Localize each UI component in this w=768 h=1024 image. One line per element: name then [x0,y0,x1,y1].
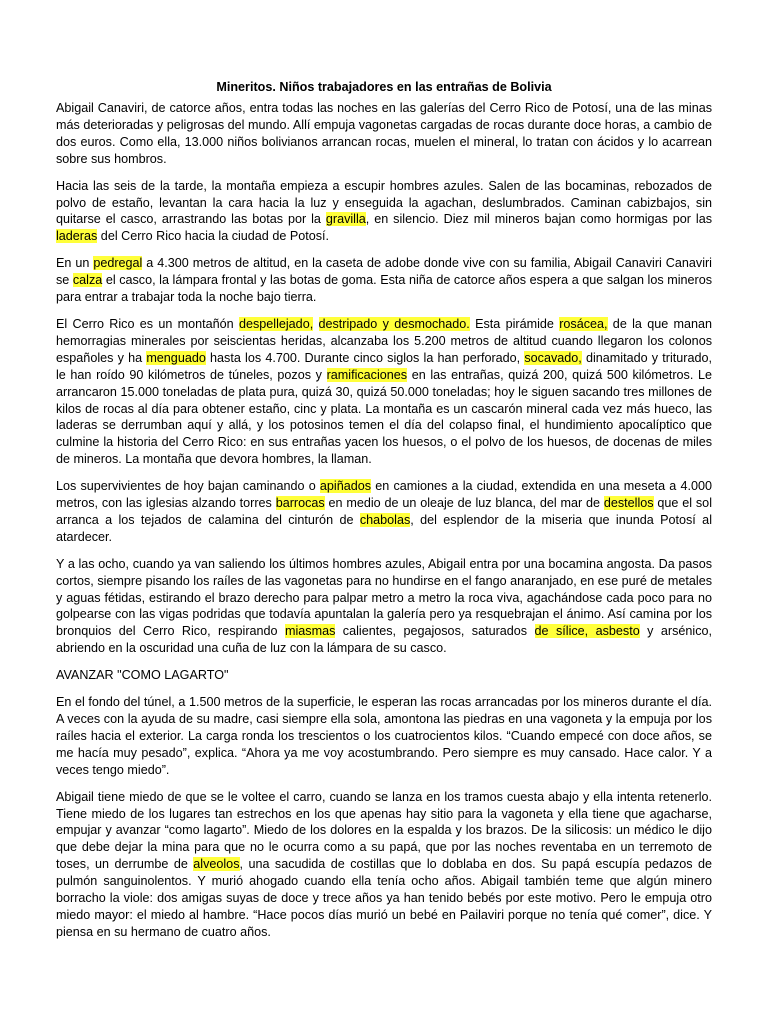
paragraph [56,556,712,657]
highlighted-term: de sílice, asbesto [534,624,640,639]
highlighted-term: laderas [56,229,98,244]
text-run: en medio de un oleaje de luz blanca, del mar de [324,496,604,511]
text-run: Abigail Canaviri, de catorce años, entra todas las noches en las galerías del Cerro Rico de Potosí, una de las minas más deterioradas y peligrosas del mundo. Allí empuja vagonetas cargadas de rocas durante doce horas, a cambio de dos euros. Como ella, 13.000 niños bolivianos arrancan rocas, muelen el mineral, lo tratan con ácidos y lo acarrean sobre sus hombros. [56,101,712,166]
text-run: y arsénico, abriendo en la oscuridad una cuña de luz con la lámpara de su casco. [56,624,713,656]
text-run: Los supervivientes de hoy bajan caminando o [56,479,320,494]
paragraph [56,694,712,779]
paragraph [56,789,712,941]
highlighted-term: chabolas [359,512,411,527]
text-run: Hacia las seis de la tarde, la montaña empieza a escupir hombres azules. Salen de las bocaminas, rebozados de polvo de estaño, levantan la cara hacia la luz y enseguida la agachan, deslumbrados. Caminan cabizbajos, sin quitarse el casco, arrastrando las botas por la [56,178,712,227]
highlighted-term: ramificaciones [326,367,408,382]
text-run: del Cerro Rico hacia la ciudad de Potosí. [97,229,330,244]
text-run: hasta los 4.700. Durante cinco siglos la han perforado, [205,350,525,365]
highlighted-term: alveolos [193,857,240,872]
text-run: Esta pirámide [469,316,560,331]
highlighted-term: gravilla [325,212,366,227]
highlighted-term: menguado [146,350,206,365]
text-run: a 4.300 metros de altitud, en la caseta de adobe donde vive con su familia, Abigail Canaviri Canaviri se [56,256,712,288]
text-run: en camiones a la ciudad, extendida en una meseta a 4.000 metros, con las iglesias alzando torres [56,479,712,511]
document-body-section-2 [56,694,712,941]
text-run: En un [56,256,94,271]
paragraph [56,316,712,468]
highlighted-term: miasmas [284,624,336,639]
document-body [56,100,712,657]
highlighted-term: destellos [603,496,654,511]
text-run: En el fondo del túnel, a 1.500 metros de la superficie, le esperan las rocas arrancadas por los mineros durante el día. A veces con la ayuda de su madre, casi siempre ella sola, amontona las piedras en una vagoneta y la empuja por los raíles hacia el exterior. La carga ronda los trescientos o los cuatrocientos kilos. “Cuando empecé con doce años, se me hacía muy pesado”, explica. “Ahora ya me voy acostumbrando. Pero siempre es muy cansado. Hace calor. Y a veces tengo miedo”. [56,695,712,777]
text-run: , una sacudida de costillas que lo doblaba en dos. Su papá escupía pedazos de pulmón sanguinolentos. Y murió ahogado cuando ella tenía ocho años. Abigail también teme que algún minero borracho la viole: dos amigas suyas de doce y trece años ya han tenido bebés por este motivo. Pero le empuja otro miedo mayor: el miedo al hambre. “Hace pocos días murió un bebé en Pailaviri porque no tenía qué comer”, dice. Y piensa en su hermano de cuatro años. [56,857,712,939]
text-run: en las entrañas, quizá 200, quizá 500 kilómetros. Le arrancaron 15.000 toneladas de plata pura, quizá 30, quizá 50.000 toneladas; hoy le siguen sacando tres millones de kilos de rocas al día para obtener estaño, cinc y plata. La montaña es un cascarón mineral cada vez más hueco, las laderas se derrumban aquí y allá, y los potosinos temen el día del colapso final, el hundimiento apocalíptico que culmine la historia del Cerro Rico: en sus entrañas yacen los huesos, o el polvo de los huesos, de docenas de miles de mineros. La montaña que devora hombres, la llaman. [56,367,712,467]
highlighted-term: destripado y desmochado. [318,316,470,331]
highlighted-term: pedregal [93,256,143,271]
highlighted-term: socavado, [524,350,582,365]
text-run: de la que manan hemorragias minerales por seiscientas heridas, alcanzaba los 5.200 metros de altitud cuando llegaron los colonos españoles y ha [56,316,713,365]
document-title: Mineritos. Niños trabajadores en las entrañas de Bolivia [216,80,552,94]
paragraph [56,255,712,306]
text-run: El Cerro Rico es un montañón [56,316,239,331]
text-run: , en silencio. Diez mil mineros bajan como hormigas por las [365,212,712,227]
text-run: , del esplendor de la miseria que inunda Potosí al atardecer. [56,512,712,544]
paragraph [56,178,712,246]
text-run: el casco, la lámpara frontal y las botas de goma. Esta niña de catorce años espera a que salgan los mineros para entrar a trabajar toda la noche bajo tierra. [56,273,712,305]
paragraph [56,478,712,546]
highlighted-term: apiñados [319,479,372,494]
text-run: dinamitado y triturado, le han roído 90 kilómetros de túneles, pozos y [56,350,712,382]
text-run [313,317,318,331]
text-run: calientes, pegajosos, saturados [335,624,535,639]
text-run: Abigail tiene miedo de que se le voltee el carro, cuando se lanza en los tramos cuesta abajo y ella intenta retenerlo. Tiene miedo de los lugares tan estrechos en los que apenas hay sitio para la vagoneta y ella tiene que agacharse, empujar y avanzar “como lagarto”. Miedo de los dolores en la espalda y los brazos. De la silicosis: un médico le dijo que debe dejar la mina para que no le ocurra como a su papá, que por las noches reventaba en un terremoto de toses, un derrumbe de [56,789,712,872]
paragraph [56,100,712,168]
highlighted-term: despellejado, [238,316,314,331]
highlighted-term: rosácea, [559,316,608,331]
text-run: que el sol arranca a los tejados de calamina del cinturón de [56,496,712,527]
text-run: Y a las ocho, cuando ya van saliendo los últimos hombres azules, Abigail entra por una bocamina angosta. Da pasos cortos, siempre pisando los raíles de las vagonetas para no hundirse en el fango anaranjado, en ese puré de metales y aguas fétidas, estirando el brazo derecho para palpar metro a metro la roca viva, agachándose cada poco para no golpearse con las vigas podridas que todavía apuntalan la galería pero ya resquebrajan el ánimo. Así camina por los bronquios del Cerro Rico, respirando [56,556,712,639]
highlighted-term: barrocas [275,496,325,511]
section-heading: AVANZAR "COMO LAGARTO" [56,668,229,683]
highlighted-term: calza [72,273,103,288]
